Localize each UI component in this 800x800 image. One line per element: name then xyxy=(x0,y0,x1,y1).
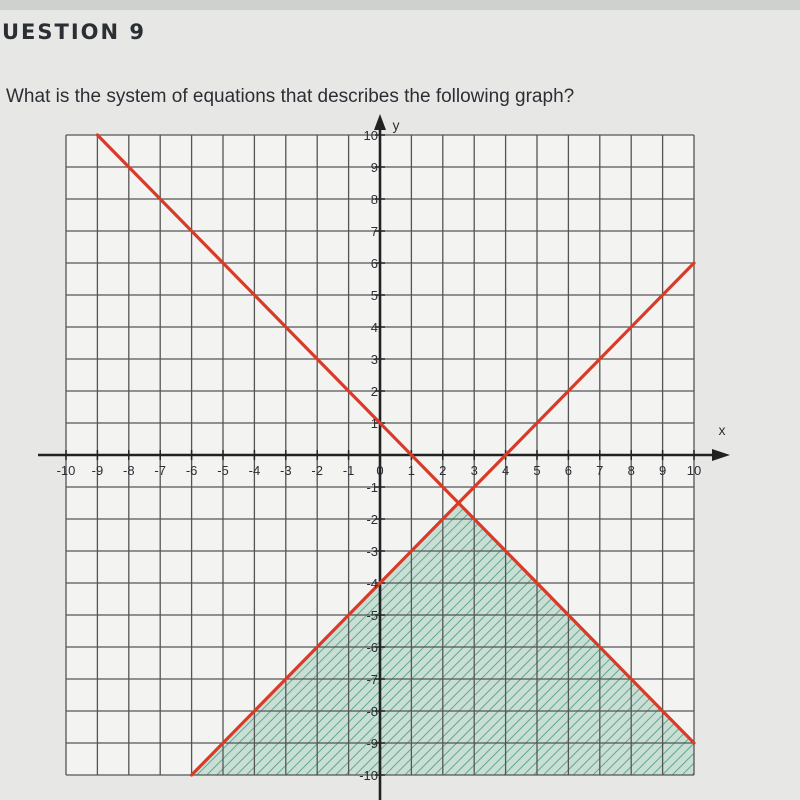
y-tick-label: -8 xyxy=(366,704,378,719)
x-tick-label: -8 xyxy=(123,463,135,478)
y-tick-label: 8 xyxy=(370,192,378,207)
x-tick-label: 9 xyxy=(658,463,667,478)
y-tick-label: 10 xyxy=(363,128,378,143)
x-tick-label: -1 xyxy=(342,463,355,478)
y-axis-title: y xyxy=(392,117,400,133)
question-text: What is the system of equations that describes the following graph? xyxy=(6,86,575,107)
y-tick-label: -6 xyxy=(366,640,378,655)
y-tick-label: -2 xyxy=(366,512,378,527)
x-tick-label: 7 xyxy=(596,463,604,478)
x-tick-label: -3 xyxy=(280,463,292,478)
x-tick-label: 6 xyxy=(564,463,573,478)
x-tick-label: -5 xyxy=(217,463,229,478)
y-tick-label: 4 xyxy=(370,320,378,335)
x-tick-label: 3 xyxy=(470,463,478,478)
x-tick-label: 10 xyxy=(686,463,702,478)
x-tick-label: 8 xyxy=(627,463,635,478)
x-tick-label: 2 xyxy=(439,463,447,478)
x-tick-label: -7 xyxy=(154,463,166,478)
y-tick-label: -10 xyxy=(359,768,378,783)
y-tick-label: 9 xyxy=(370,160,378,175)
x-tick-label: 1 xyxy=(407,463,416,478)
x-tick-label: -9 xyxy=(91,463,104,478)
question-label: UESTION 9 xyxy=(2,20,147,44)
x-tick-label: -4 xyxy=(248,463,261,478)
x-tick-label: -6 xyxy=(185,463,198,478)
y-tick-label: 1 xyxy=(370,416,378,431)
y-tick-label: 7 xyxy=(370,224,378,239)
y-tick-label: -9 xyxy=(366,736,378,751)
y-tick-label: 2 xyxy=(370,384,378,399)
x-axis-title: x xyxy=(718,422,726,438)
x-axis-arrow xyxy=(712,449,730,461)
x-tick-label: -10 xyxy=(56,463,76,478)
y-tick-label: -3 xyxy=(366,544,378,559)
x-tick-label: 0 xyxy=(376,463,384,478)
y-tick-label: -7 xyxy=(366,672,378,687)
y-tick-label: -1 xyxy=(366,480,378,495)
x-tick-label: 4 xyxy=(501,463,510,478)
y-tick-label: -4 xyxy=(366,576,378,591)
y-tick-label: 6 xyxy=(370,256,378,271)
coordinate-graph xyxy=(0,110,800,800)
y-tick-label: 3 xyxy=(370,352,378,367)
x-tick-label: -2 xyxy=(311,463,323,478)
y-tick-label: -5 xyxy=(366,608,378,623)
x-tick-label: 5 xyxy=(533,463,541,478)
y-tick-label: 5 xyxy=(370,288,378,303)
top-strip xyxy=(0,0,800,10)
